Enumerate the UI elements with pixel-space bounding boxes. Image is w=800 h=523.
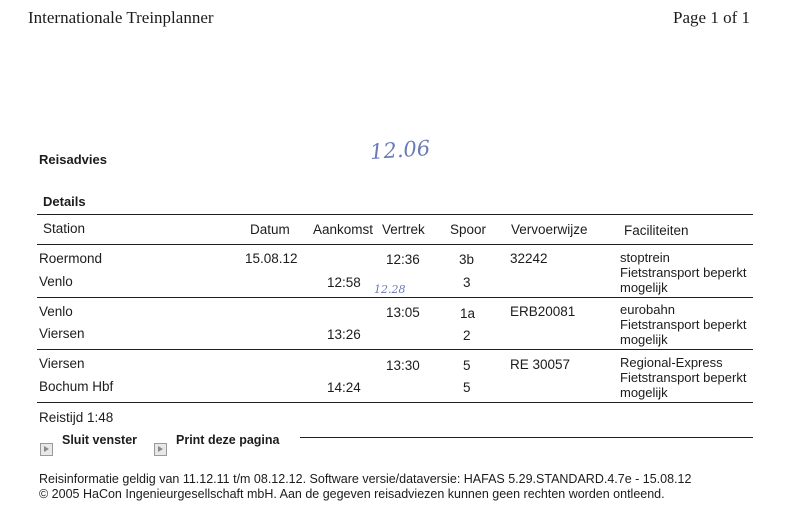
arrival-station: Venlo bbox=[39, 274, 73, 289]
print-page-label: Print deze pagina bbox=[176, 433, 280, 447]
departure-time: 12:36 bbox=[386, 252, 420, 267]
close-window-label: Sluit venster bbox=[62, 433, 138, 447]
handwritten-note: 12.06 bbox=[369, 135, 431, 165]
arrow-right-icon bbox=[40, 443, 53, 456]
col-header-vervoerwijze: Vervoerwijze bbox=[511, 222, 588, 237]
col-header-aankomst: Aankomst bbox=[313, 222, 374, 237]
copyright-notice: © 2005 HaCon Ingenieurgesellschaft mbH. Aan de gegeven reisadviezen kunnen geen rechten worden ontleend. bbox=[39, 487, 665, 501]
arrival-time: 12:58 bbox=[327, 275, 361, 290]
arrival-platform: 2 bbox=[463, 328, 471, 343]
facility-type: eurobahn bbox=[620, 302, 675, 317]
departure-platform: 3b bbox=[459, 252, 475, 267]
facility-bike-cont: mogelijk bbox=[620, 280, 668, 295]
close-window-button[interactable] bbox=[40, 433, 150, 457]
divider bbox=[37, 244, 753, 245]
divider bbox=[37, 214, 753, 215]
train-number: RE 30057 bbox=[510, 357, 571, 372]
col-header-spoor: Spoor bbox=[450, 222, 487, 237]
col-header-vertrek: Vertrek bbox=[382, 222, 425, 237]
facility-bike: Fietstransport beperkt bbox=[620, 317, 747, 332]
section-title: Reisadvies bbox=[39, 152, 107, 167]
divider bbox=[37, 349, 753, 350]
departure-station: Viersen bbox=[39, 356, 85, 371]
arrow-right-icon bbox=[154, 443, 167, 456]
departure-time: 13:05 bbox=[386, 305, 420, 320]
validity-info: Reisinformatie geldig van 11.12.11 t/m 08.12.12. Software versie/dataversie: HAFAS 5.29.STANDARD.4.7e - 15.08.12 bbox=[39, 472, 692, 486]
page-number: Page 1 of 1 bbox=[673, 8, 750, 27]
divider bbox=[300, 437, 753, 438]
departure-platform: 1a bbox=[460, 306, 476, 321]
col-header-faciliteiten: Faciliteiten bbox=[624, 223, 689, 238]
handwritten-time-note: 12.28 bbox=[374, 283, 406, 296]
departure-station: Venlo bbox=[39, 304, 73, 319]
total-travel-time: Reistijd 1:48 bbox=[39, 410, 114, 425]
arrival-time: 14:24 bbox=[327, 380, 361, 395]
col-header-datum: Datum bbox=[250, 222, 290, 237]
document-title: Internationale Treinplanner bbox=[28, 8, 214, 27]
departure-platform: 5 bbox=[463, 358, 471, 373]
departure-time: 13:30 bbox=[386, 358, 420, 373]
travel-date: 15.08.12 bbox=[245, 251, 298, 266]
arrival-time: 13:26 bbox=[327, 327, 361, 342]
facility-type: Regional-Express bbox=[620, 355, 723, 370]
facility-type: stoptrein bbox=[620, 250, 670, 265]
col-header-station: Station bbox=[43, 221, 86, 236]
arrival-station: Bochum Hbf bbox=[39, 379, 114, 394]
train-number: 32242 bbox=[510, 251, 548, 266]
print-page-button[interactable] bbox=[154, 433, 294, 457]
facility-bike: Fietstransport beperkt bbox=[620, 265, 747, 280]
facility-bike-cont: mogelijk bbox=[620, 385, 668, 400]
facility-bike: Fietstransport beperkt bbox=[620, 370, 747, 385]
divider bbox=[37, 402, 753, 403]
divider bbox=[37, 297, 753, 298]
arrival-platform: 5 bbox=[463, 380, 471, 395]
details-title: Details bbox=[43, 194, 86, 209]
departure-station: Roermond bbox=[39, 251, 103, 266]
facility-bike-cont: mogelijk bbox=[620, 332, 668, 347]
arrival-station: Viersen bbox=[39, 326, 85, 341]
arrival-platform: 3 bbox=[463, 275, 471, 290]
train-number: ERB20081 bbox=[510, 304, 576, 319]
